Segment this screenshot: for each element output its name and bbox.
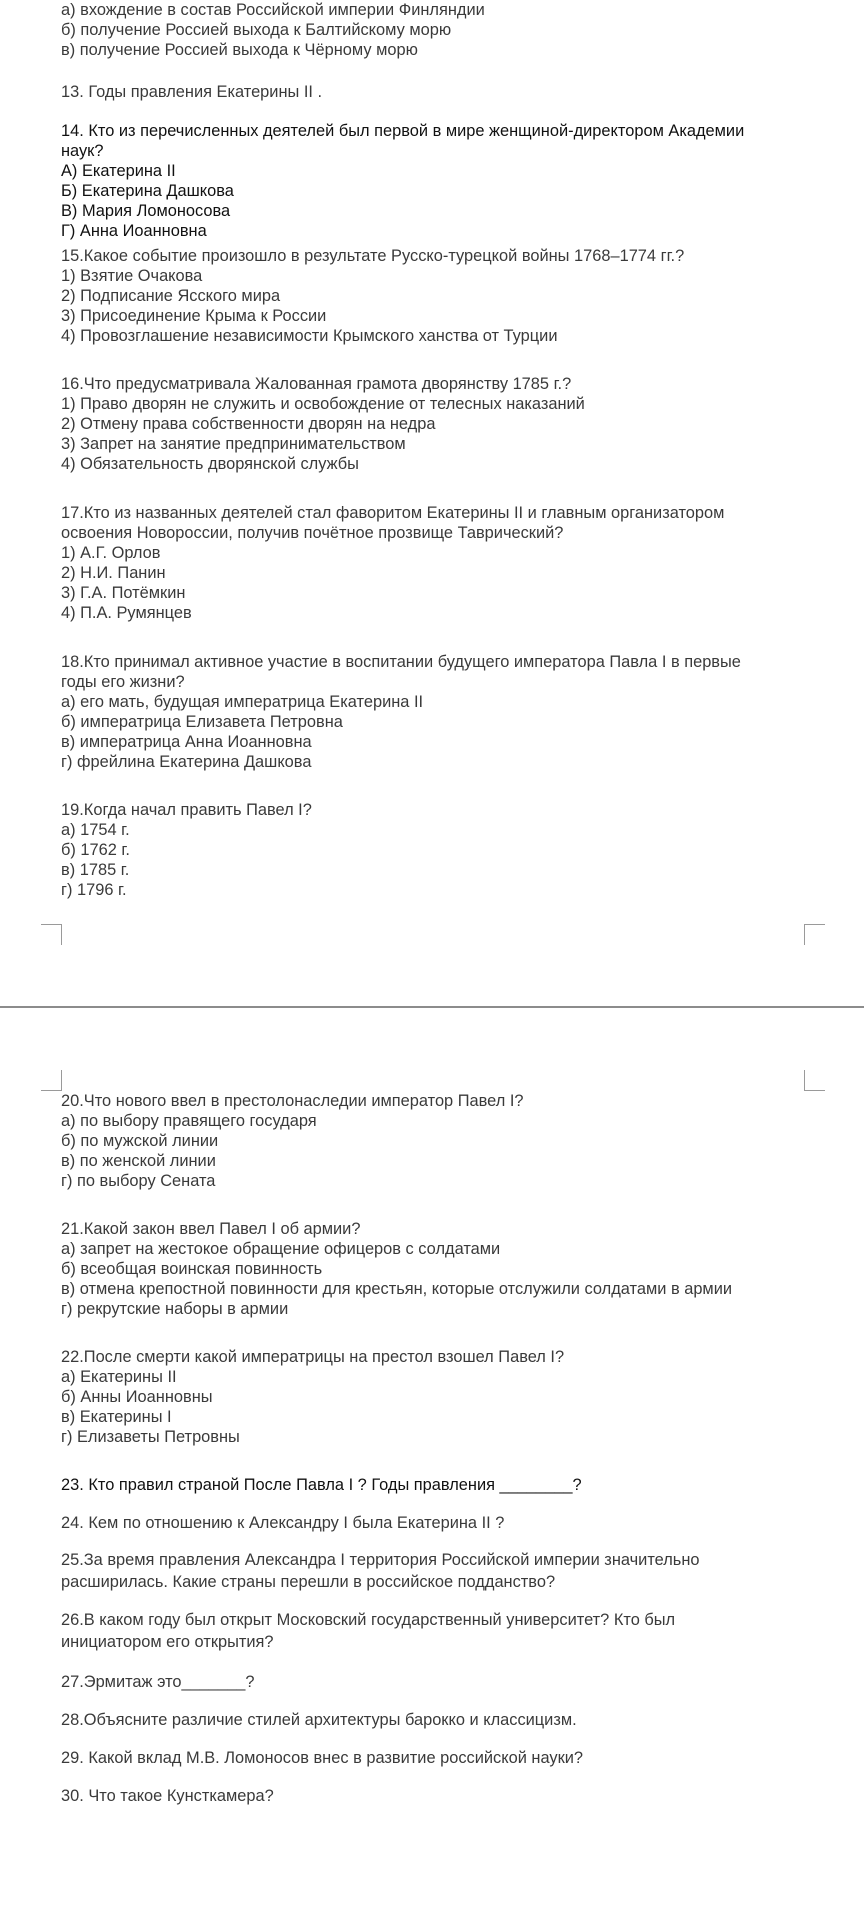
answer-option-line: г) 1796 г. <box>61 881 127 899</box>
answer-option-line: а) по выбору правящего государя <box>61 1112 317 1130</box>
answer-option-line: 2) Отмену права собственности дворян на недра <box>61 415 436 433</box>
answer-option-line: 3) Запрет на занятие предпринимательством <box>61 435 406 453</box>
answer-option-line: а) Екатерины II <box>61 1368 177 1386</box>
question-24: 24. Кем по отношению к Александру I была Екатерина II ? <box>61 1514 505 1532</box>
question-25-continued: расширилась. Какие страны перешли в российское подданство? <box>61 1573 556 1591</box>
answer-option-line: в) Екатерины I <box>61 1408 172 1426</box>
question-23: 23. Кто правил страной После Павла I ? Годы правления ________? <box>61 1476 582 1494</box>
question-14: 14. Кто из перечисленных деятелей был первой в мире женщиной-директором Академии <box>61 122 745 140</box>
answer-option-line: б) получение Россией выхода к Балтийскому морю <box>61 21 452 39</box>
answer-option-line: 3) Присоединение Крыма к России <box>61 307 327 325</box>
answer-option-line: а) его мать, будущая императрица Екатерина II <box>61 693 424 711</box>
answer-option-line: в) 1785 г. <box>61 861 130 879</box>
answer-option-line: г) по выбору Сената <box>61 1172 216 1190</box>
question-26: 26.В каком году был открыт Московский государственный университет? Кто был <box>61 1611 676 1629</box>
answer-option-line: в) по женской линии <box>61 1152 216 1170</box>
answer-option-line: б) всеобщая воинская повинность <box>61 1260 323 1278</box>
answer-option-line: 2) Подписание Ясского мира <box>61 287 281 305</box>
question-17-continued: освоения Новороссии, получив почётное прозвище Таврический? <box>61 524 564 542</box>
page-corner-mark <box>41 924 62 945</box>
question-16: 16.Что предусматривала Жалованная грамота дворянству 1785 г.? <box>61 375 572 393</box>
answer-option-line: в) получение Россией выхода к Чёрному морю <box>61 41 418 59</box>
answer-option-line: В) Мария Ломоносова <box>61 202 231 220</box>
question-26-continued: инициатором его открытия? <box>61 1633 274 1651</box>
question-15: 15.Какое событие произошло в результате Русско-турецкой войны 1768–1774 гг.? <box>61 247 685 265</box>
question-13: 13. Годы правления Екатерины II . <box>61 83 323 101</box>
question-18: 18.Кто принимал активное участие в воспитании будущего императора Павла I в первые <box>61 653 741 671</box>
question-27: 27.Эрмитаж это_______? <box>61 1673 255 1691</box>
answer-option-line: а) 1754 г. <box>61 821 130 839</box>
answer-option-line: 4) Обязательность дворянской службы <box>61 455 359 473</box>
question-18-continued: годы его жизни? <box>61 673 185 691</box>
question-22: 22.После смерти какой императрицы на престол взошел Павел I? <box>61 1348 565 1366</box>
answer-option-line: а) вхождение в состав Российской империи Финляндии <box>61 1 485 19</box>
answer-option-line: г) фрейлина Екатерина Дашкова <box>61 753 312 771</box>
answer-option-line: б) императрица Елизавета Петровна <box>61 713 343 731</box>
question-14-continued: наук? <box>61 142 104 160</box>
question-17: 17.Кто из названных деятелей стал фаворитом Екатерины II и главным организатором <box>61 504 725 522</box>
question-20: 20.Что нового ввел в престолонаследии император Павел I? <box>61 1092 524 1110</box>
answer-option-line: б) Анны Иоанновны <box>61 1388 213 1406</box>
answer-option-line: 1) А.Г. Орлов <box>61 544 161 562</box>
question-19: 19.Когда начал править Павел I? <box>61 801 312 819</box>
answer-option-line: Г) Анна Иоанновна <box>61 222 207 240</box>
document-page-2 <box>0 1010 864 1920</box>
question-25: 25.За время правления Александра I территория Российской империи значительно <box>61 1551 700 1569</box>
answer-option-line: в) императрица Анна Иоанновна <box>61 733 312 751</box>
answer-option-line: 1) Взятие Очакова <box>61 267 203 285</box>
answer-option-line: 3) Г.А. Потёмкин <box>61 584 186 602</box>
answer-option-line: 1) Право дворян не служить и освобождение от телесных наказаний <box>61 395 585 413</box>
answer-option-line: 4) Провозглашение независимости Крымского ханства от Турции <box>61 327 558 345</box>
question-21: 21.Какой закон ввел Павел I об армии? <box>61 1220 361 1238</box>
question-30: 30. Что такое Кунсткамера? <box>61 1787 274 1805</box>
answer-option-line: а) запрет на жестокое обращение офицеров с солдатами <box>61 1240 501 1258</box>
answer-option-line: 4) П.А. Румянцев <box>61 604 192 622</box>
page-corner-mark <box>804 924 825 945</box>
answer-option-line: б) 1762 г. <box>61 841 130 859</box>
answer-option-line: в) отмена крепостной повинности для крестьян, которые отслужили солдатами в армии <box>61 1280 733 1298</box>
answer-option-line: б) по мужской линии <box>61 1132 219 1150</box>
answer-option-line: Б) Екатерина Дашкова <box>61 182 234 200</box>
question-29: 29. Какой вклад М.В. Ломоносов внес в развитие российской науки? <box>61 1749 584 1767</box>
question-28: 28.Объясните различие стилей архитектуры барокко и классицизм. <box>61 1711 577 1729</box>
answer-option-line: 2) Н.И. Панин <box>61 564 166 582</box>
answer-option-line: г) Елизаветы Петровны <box>61 1428 240 1446</box>
page-break-divider <box>0 1006 864 1008</box>
answer-option-line: г) рекрутские наборы в армии <box>61 1300 289 1318</box>
answer-option-line: А) Екатерина II <box>61 162 176 180</box>
